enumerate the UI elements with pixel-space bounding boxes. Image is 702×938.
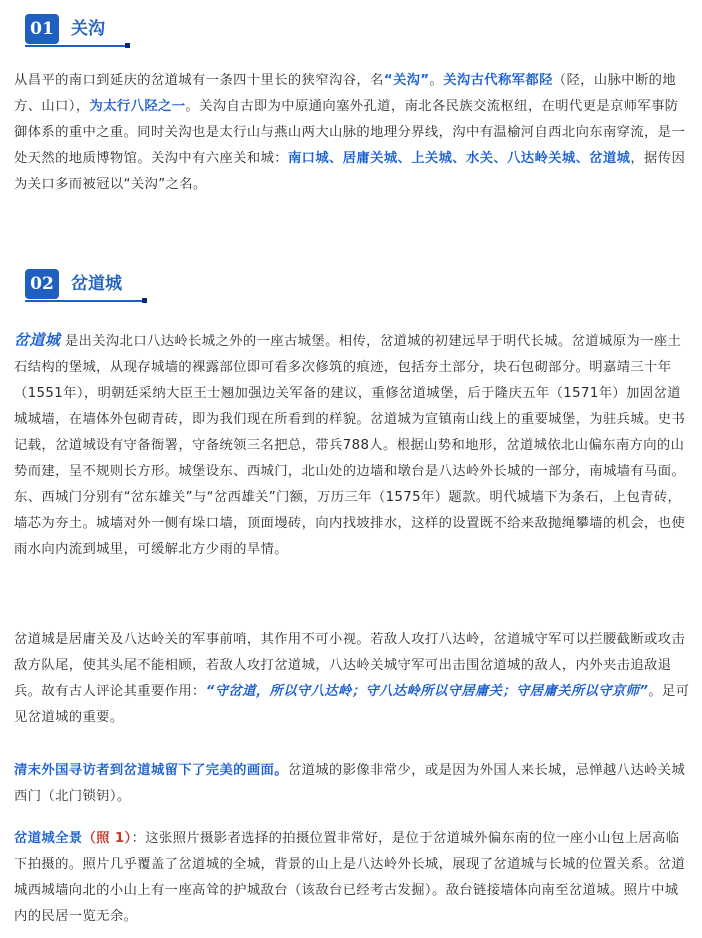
photo-ref: （照 1） (82, 831, 132, 846)
quote: “守岔道，所以守八达岭；守八达岭所以守居庸关；守居庸关所以守京师” (205, 684, 649, 699)
text: 岔道城是居庸关及八达岭关的军事前哨，其作用不可小视。若敌人攻打八达岭，岔道城守军可以拦腰截断或攻击敌方队尾，使其头尾不能相顾，若敌人攻打岔道城，八达岭关城守军可出击围岔道城的敌人，内外夹击追敌退兵。故有古人评论其重要作用： (14, 632, 686, 699)
section-underline-dot (125, 43, 130, 48)
section-header-2 (25, 269, 147, 303)
text: 。关沟自古即为中原通向塞外孔道，南北各民族交流枢纽，在明代更是京师军事防御体系的重中之重。同时关沟也是太行山与燕山两大山脉的地理分界线，沟中有温榆河自西北向东南穿流，是一处天然的地质博物馆。关沟中有六座关和城： (14, 99, 686, 166)
section2-paragraph-1 (14, 327, 690, 563)
highlight-foreign-visitors: 清末外国寻访者到岔道城留下了完美的画面。 (14, 763, 288, 778)
section-underline-dot (142, 298, 147, 303)
text: 。足可见岔道城的重要。 (14, 684, 690, 725)
text: 。 (429, 73, 444, 88)
section-title: 关沟 (71, 19, 105, 39)
highlight-taihang: 为太行八陉之一 (89, 99, 186, 114)
text: （陉，山脉中断的地方、山口）， (14, 73, 677, 114)
section-number-badge: 02 (25, 269, 59, 299)
section1-paragraph (14, 68, 690, 198)
section-number-badge: 01 (25, 14, 59, 44)
highlight-junduxing: 关沟古代称军都陉 (443, 73, 553, 88)
section2-paragraph-3 (14, 758, 690, 810)
text: 岔道城的影像非常少，或是因为外国人来长城，忌惮越八达岭关城西门（北门锁钥）。 (14, 763, 686, 804)
highlight-six-passes: 南口城、居庸关城、上关城、水关、八达岭关城、岔道城 (287, 151, 631, 166)
section-underline (25, 45, 129, 47)
highlight-chadaocheng: 岔道城 (14, 331, 61, 349)
section-underline (25, 300, 147, 302)
highlight-panorama: 岔道城全景 (14, 831, 83, 846)
highlight-guangou: “关沟” (383, 73, 430, 88)
text: 从昌平的南口到延庆的岔道城有一条四十里长的狭窄沟谷，名 (14, 73, 384, 88)
section-title: 岔道城 (71, 274, 122, 294)
section-header-1 (25, 14, 129, 48)
section2-paragraph-2 (14, 627, 690, 731)
section2-paragraph-4 (14, 826, 690, 930)
text: ：这张照片摄影者选择的拍摄位置非常好，是位于岔道城外偏东南的位一座小山包上居高临下拍摄的。照片几乎覆盖了岔道城的全城，背景的山上是八达岭外长城，展现了岔道城与长城的位置关系。岔道城西城墙向北的小山上有一座高耸的护城敌台（该敌台已经考古发掘）。敌台链接墙体向南至岔道城。照片中城内的民居一览无余。 (14, 831, 686, 924)
text: ，据传因为关口多而被冠以“关沟”之名。 (14, 151, 686, 192)
text: 是出关沟北口八达岭长城之外的一座古城堡。相传，岔道城的初建远早于明代长城。岔道城原为一座土石结构的堡城，从现存城墙的裸露部位即可看多次修筑的痕迹，包括夯土部分，块石包砌部分。明嘉靖三十年（1551年），明朝廷采纳大臣王士翘加强边关军备的建议，重修岔道城堡，后于隆庆五年（1571年）加固岔道城城墙，在墙体外包砌青砖，即为我们现在所看到的样貌。岔道城为宣镇南山线上的重要城堡，为驻兵城。史书记载，岔道城设有守备衙署，守备统领三名把总，带兵788人。根据山势和地形，岔道城依北山偏东南方向的山势而建，呈不规则长方形。城堡设东、西城门，北山处的边墙和墩台是八达岭外长城的一部分，南城墙有马面。东、西城门分别有“岔东雄关”与“岔西雄关”门额，万历三年（1575年）题款。明代城墙下为条石，上包青砖，墙芯为夯土。城墙对外一侧有垛口墙，顶面墁砖，向内找坡排水，这样的设置既不给来敌抛绳攀墙的机会，也使雨水向内流到城里，可缓解北方少雨的旱情。 (14, 334, 686, 557)
